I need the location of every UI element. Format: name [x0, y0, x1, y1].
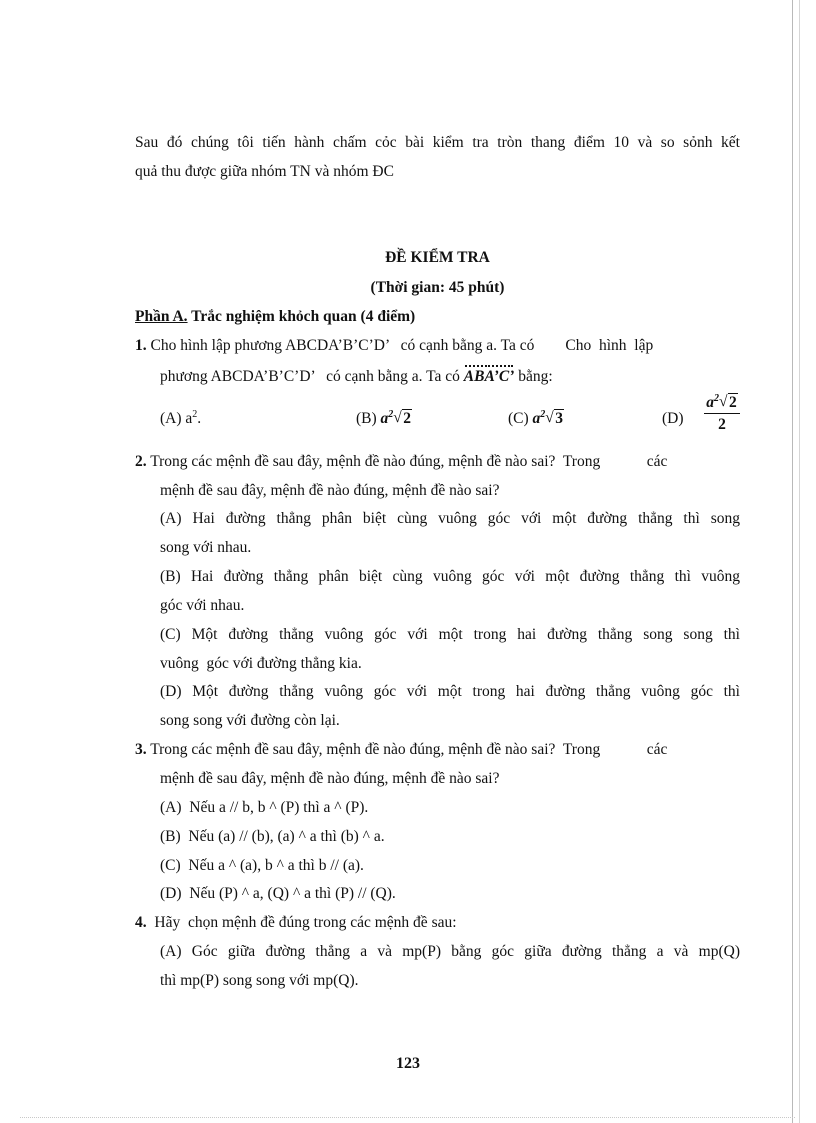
option-b-radicand: 2	[403, 410, 412, 427]
question-4-number: 4.	[135, 914, 147, 931]
intro-line-1: Sau đó chúng tôi tiến hành chấm cỏc bài kiểm tra tròn thang điểm 10 và so sỏnh kết	[135, 134, 740, 151]
question-2-option-b-2: góc với nhau.	[160, 597, 245, 614]
test-title: ĐỀ KIỂM TRA	[385, 249, 490, 266]
page-border-right	[792, 0, 800, 1123]
question-1-line-2	[160, 367, 553, 387]
option-a-end: .	[197, 410, 202, 427]
option-b-sqrt	[393, 409, 412, 429]
question-2-option-d-1: (D) Một đường thẳng vuông góc với một trong hai đường thẳng vuông góc thì	[160, 683, 740, 700]
option-a-label: (A) a	[160, 410, 193, 427]
question-1-text-3: bằng:	[514, 368, 553, 385]
question-3-text: Trong các mệnh đề sau đây, mệnh đề nào đúng, mệnh đề nào sai? Trong các	[146, 741, 668, 758]
question-2-option-c-1: (C) Một đường thẳng vuông góc với một trong hai đường thẳng song song thì	[160, 626, 740, 643]
page-number: 123	[396, 1055, 420, 1072]
option-d-fraction	[704, 394, 740, 436]
page-border-bottom	[20, 1117, 795, 1118]
option-c-radicand: 3	[555, 410, 564, 427]
section-a-heading	[135, 307, 415, 327]
option-c-label: (C)	[508, 410, 533, 427]
question-4-option-a-2: thì mp(P) song song với mp(Q).	[160, 972, 359, 989]
question-2-line-2: mệnh đề sau đây, mệnh đề nào đúng, mệnh đề nào sai?	[160, 482, 500, 499]
question-1-option-d	[662, 409, 687, 429]
option-b-exponent: 2	[388, 409, 394, 420]
question-3-option-d: (D) Nếu (P) ^ a, (Q) ^ a thì (P) // (Q).	[160, 885, 396, 902]
question-2-option-a-1: (A) Hai đường thẳng phân biệt cùng vuông góc với một đường thẳng thì song	[160, 510, 740, 527]
option-d-numerator	[704, 394, 740, 414]
vector-a-c: A’C’	[484, 368, 515, 385]
question-1-number: 1.	[135, 337, 147, 354]
section-a-title: Trắc nghiệm khỏch quan (4 điểm)	[187, 308, 416, 325]
question-1-option-a	[160, 409, 201, 429]
question-4-text: Hãy chọn mệnh đề đúng trong các mệnh đề sau:	[146, 914, 457, 931]
option-d-exponent: 2	[714, 393, 719, 404]
question-2-option-b-1: (B) Hai đường thẳng phân biệt cùng vuông góc với một đường thẳng thì vuông	[160, 568, 740, 585]
option-c-exponent: 2	[540, 409, 546, 420]
question-1-option-b	[356, 409, 412, 429]
question-1-option-c	[508, 409, 564, 429]
option-c-base: a	[532, 410, 541, 427]
vector-ab: AB	[463, 368, 485, 385]
option-d-sqrt	[719, 394, 738, 412]
intro-line-2: quả thu được giữa nhóm TN và nhóm ĐC	[135, 163, 394, 180]
option-d-base: a	[706, 394, 714, 411]
option-d-radicand: 2	[729, 394, 737, 411]
option-c-sqrt	[545, 409, 564, 429]
question-3-number: 3.	[135, 741, 147, 758]
question-3-option-c: (C) Nếu a ^ (a), b ^ a thì b // (a).	[160, 857, 364, 874]
question-4-option-a-1: (A) Góc giữa đường thẳng a và mp(P) bằng góc giữa đường thẳng a và mp(Q)	[160, 943, 740, 960]
option-d-label: (D)	[662, 410, 688, 427]
question-2-option-d-2: song song với đường còn lại.	[160, 712, 340, 729]
question-2-option-a-2: song với nhau.	[160, 539, 252, 556]
question-2-option-c-2: vuông góc với đường thẳng kia.	[160, 655, 362, 672]
question-1-text: Cho hình lập phương ABCDA’B’C’D’ có cạnh bằng a. Ta có Cho hình lập	[146, 337, 654, 354]
option-b-base: a	[380, 410, 389, 427]
test-duration: (Thời gian: 45 phút)	[370, 279, 505, 296]
question-2-number: 2.	[135, 453, 147, 470]
section-a-label: Phần A.	[135, 308, 188, 325]
question-3-option-a: (A) Nếu a // b, b ^ (P) thì a ^ (P).	[160, 799, 369, 816]
option-d-denominator: 2	[718, 416, 726, 433]
option-b-label: (B)	[356, 410, 381, 427]
question-4-line-1	[135, 913, 457, 933]
question-3-line-2: mệnh đề sau đây, mệnh đề nào đúng, mệnh đề nào sai?	[160, 770, 500, 787]
question-3-option-b: (B) Nếu (a) // (b), (a) ^ a thì (b) ^ a.	[160, 828, 385, 845]
question-2-text: Trong các mệnh đề sau đây, mệnh đề nào đúng, mệnh đề nào sai? Trong các	[146, 453, 668, 470]
question-2-line-1	[135, 452, 740, 472]
option-a-exponent: 2	[192, 409, 198, 420]
question-1-line-1	[135, 336, 740, 356]
question-3-line-1	[135, 740, 740, 760]
question-1-text-2: phương ABCDA’B’C’D’ có cạnh bằng a. Ta có	[160, 368, 464, 385]
